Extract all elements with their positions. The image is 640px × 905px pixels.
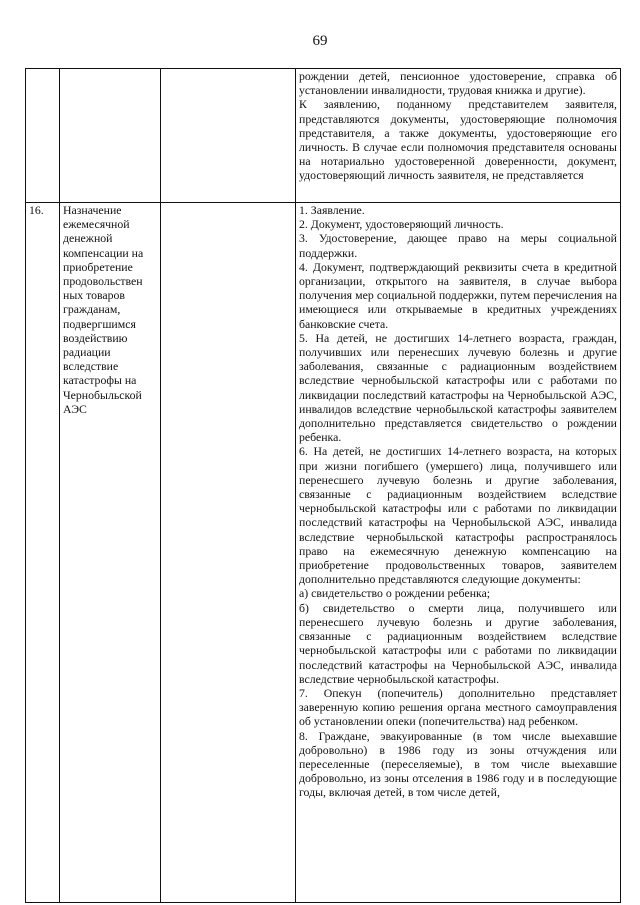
documents-cell (296, 69, 621, 203)
document-paragraph: 1. Заявление. (299, 203, 365, 217)
document-paragraph: б) свидетельство о смерти лица, получившего или перенесшего лучевую болезнь и другие заболевания, связанные с радиационным воздействием вследствие чернобыльской катастрофы или с работами по ликвидации последствий катастрофы на Чернобыльской АЭС, инвалида вследствие чернобыльской катастрофы. (299, 600, 617, 686)
table-row (26, 69, 621, 203)
document-paragraph: 8. Граждане, эвакуированные (в том числе выехавшие добровольно) в 1986 году из зоны отчуждения или переселенные (переселяемые), в том числе выехавшие добровольно, из зоны отселения в 1986 году и в последующие годы, включая детей, в том числе детей, (299, 728, 617, 800)
row-number-cell (26, 69, 60, 203)
empty-cell (161, 203, 296, 903)
documents-table (25, 68, 621, 903)
page-number: 69 (312, 33, 328, 49)
service-name-cell: Назначение ежемесячной денежной компенсации на приобретение продовольствен ных товаров гражданам, подвергшимся воздействию радиации вследствие катастрофы на Чернобыльской АЭС (60, 203, 161, 903)
table-row (26, 203, 621, 903)
document-paragraph: 6. На детей, не достигших 14-летнего возраста, на которых при жизни погибшего (умершего) лица, получившего или перенесшего лучевую болезнь и другие заболевания, связанные с радиационным воздействием вследствие чернобыльской катастрофы или с работами по ликвидации последствий катастрофы на Чернобыльской АЭС, инвалида вследствие чернобыльской катастрофы распространялось право на ежемесячную денежную компенсацию на приобретение продовольственных товаров, заявителем дополнительно представляются следующие документы: (299, 444, 617, 587)
documents-cell (296, 203, 621, 903)
document-paragraph: 4. Документ, подтверждающий реквизиты счета в кредитной организации, открытого на заявителя, в случае выбора получения мер социальной поддержки, путем перечисления на имеющиеся или открываемые в кредитных учреждениях банковские счета. (299, 259, 617, 331)
document-paragraph: 7. Опекун (попечитель) дополнительно представляет заверенную копию решения органа местного самоуправления об установлении опеки (попечительства) над ребенком. (299, 685, 617, 729)
document-paragraph: 5. На детей, не достигших 14-летнего возраста, граждан, получивших или перенесших лучевую болезнь и другие заболевания, связанные с радиационным воздействием вследствие чернобыльской катастрофы или с работами по ликвидации последствий катастрофы на Чернобыльской АЭС, инвалидов вследствие чернобыльской катастрофы заявителем дополнительно представляется свидетельство о рождении ребенка. (299, 330, 617, 445)
document-paragraph: 2. Документ, удостоверяющий личность. (299, 217, 504, 232)
empty-cell (161, 69, 296, 203)
document-paragraph: К заявлению, поданному представителем заявителя, представляются документы, удостоверяющие полномочия представителя, а также документы, удостоверяющие его личность. В случае если полномочия представителя основаны на нотариально удостоверенной доверенности, документ, удостоверяющий личность заявителя, не представляется (299, 97, 617, 183)
document-paragraph: 3. Удостоверение, дающее право на меры социальной поддержки. (299, 231, 617, 260)
row-number-cell: 16. (26, 203, 60, 903)
document-paragraph: а) свидетельство о рождении ребенка; (299, 586, 491, 601)
service-name-cell (60, 69, 161, 203)
document-paragraph: рождении детей, пенсионное удостоверение, справка об установлении инвалидности, трудовая книжка и другие). (299, 69, 617, 98)
